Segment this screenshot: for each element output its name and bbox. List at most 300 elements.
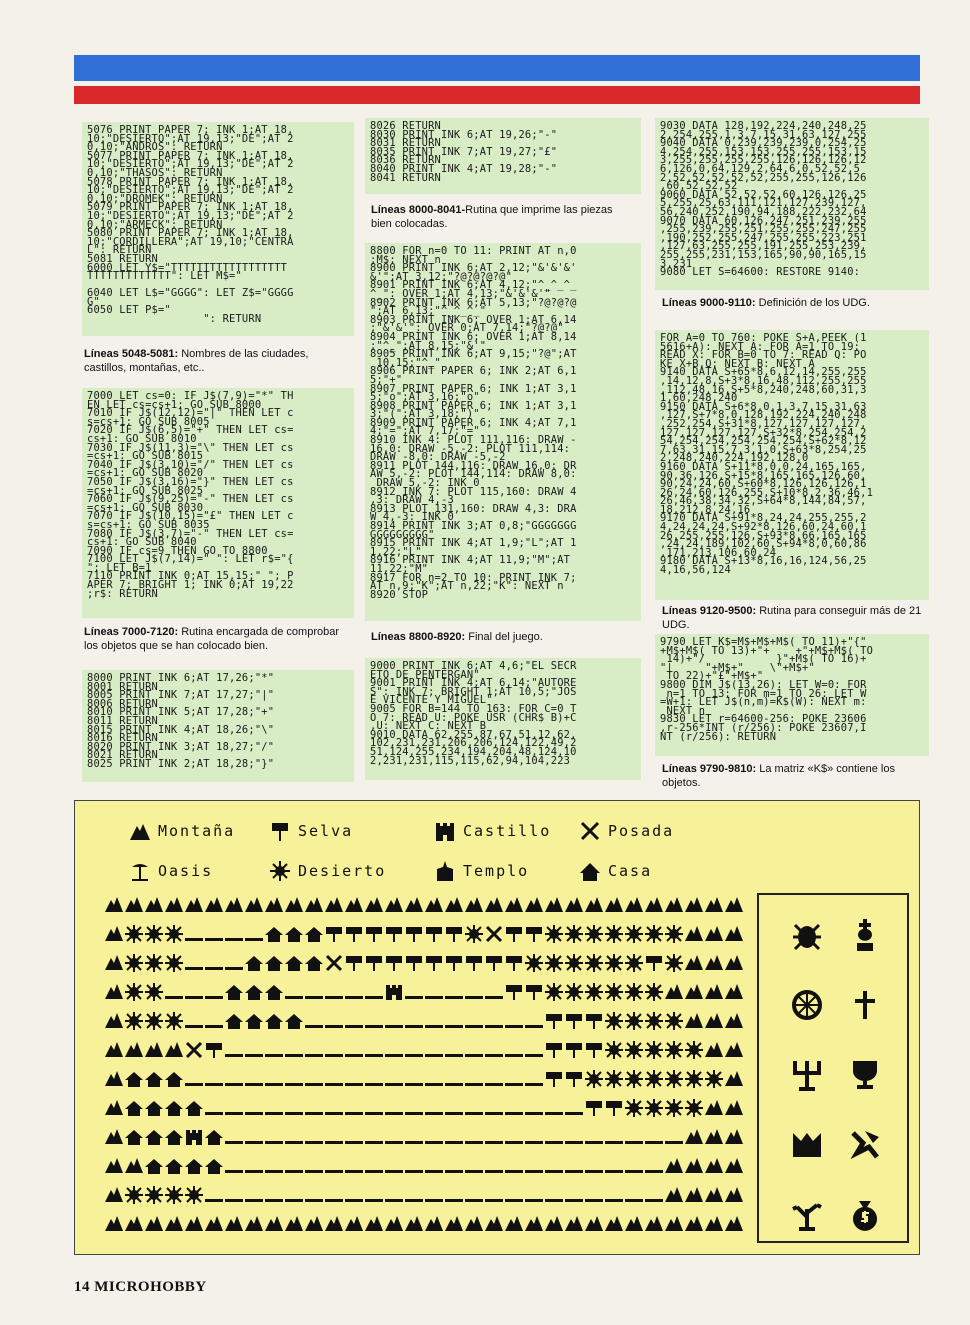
map-tile [366, 927, 382, 942]
map-tile [365, 1054, 383, 1057]
map-tile [525, 1141, 543, 1144]
map-tile [265, 956, 283, 971]
map-tile [265, 1054, 283, 1057]
map-tile [125, 1042, 143, 1057]
map-tile [605, 1070, 623, 1088]
map-tile [725, 1013, 743, 1028]
map-tile [725, 1100, 743, 1115]
caption-9790 [662, 762, 924, 790]
map-tile [405, 1216, 423, 1231]
map-tile [525, 1216, 543, 1231]
map-tile [425, 996, 443, 999]
map-tile [385, 1199, 403, 1202]
caption-9120-text: Rutina para conseguir más de 21 UDG. [662, 605, 922, 631]
map-tile [405, 1112, 423, 1115]
map-tile [345, 1112, 363, 1115]
map-tile [685, 1158, 703, 1173]
map-tile [585, 925, 603, 943]
map-tile [705, 984, 723, 999]
map-tile [685, 1041, 703, 1059]
map-tile [366, 956, 382, 971]
map-tile [125, 1101, 143, 1116]
map-tile [465, 1170, 483, 1173]
map-tile [125, 1130, 143, 1145]
map-tile [725, 955, 743, 970]
map-tile [485, 897, 503, 912]
map-tile [206, 1043, 222, 1058]
map-tile [725, 1158, 743, 1173]
listing-8000: 8000 PRINT INK 6;AT 17,26;"*" 8001 RETURN 8005 PRINT INK 7;AT 17,27;"|" 8006 RETURN 8010 PRINT INK 5;AT 17,28;"+" 8011 RETURN 8015 PRINT INK 4;AT 18,26;"\" 8016 RETURN 8020 PRINT INK 3;AT 18,27;"/" 8021 RETURN 8025 PRINT INK 2;AT 18,28;"}" [82, 670, 354, 782]
map-tile [665, 1141, 683, 1144]
map-tile [685, 955, 703, 970]
map-tile [385, 897, 403, 912]
map-tile [105, 1071, 123, 1086]
map-tile [545, 1199, 563, 1202]
map-tile [485, 1216, 503, 1231]
map-tile [165, 1130, 183, 1145]
map-tile [145, 1159, 163, 1174]
map-tile [105, 984, 123, 999]
map-tile [365, 1141, 383, 1144]
map-tile [285, 1083, 303, 1086]
castle-icon [435, 821, 455, 841]
map-tile [525, 1025, 543, 1028]
map-tile [225, 1199, 243, 1202]
map-tile [125, 1012, 143, 1030]
map-tile [665, 925, 683, 943]
map-tile [625, 1170, 643, 1173]
map-tile [466, 956, 482, 971]
listing-8800: 8800 FOR n=0 TO 11: PRINT AT n,0 ;M$: NEXT n 8900 PRINT INK 6;AT 2,12;"&'&'&' &'";AT 3,12;"?@?@?@?@" 8901 PRINT INK 6;AT 4,12;"^_^_^_ ^_": OVER 1;AT 4,13;"&'&'&'" 8902 PRINT INK 6;AT 5,13;"?@?@?@ ";AT 6,13;"^_^_^_" 8903 PRINT INK 6; OVER 1;AT 6,14 ;"&'&'": OVER 0;AT 7,14;"?@?@" 8904 PRINT INK 6; OVER 1;AT 8,14 ;"^_";AT 8,15;"&'" 8905 PRINT INK 6;AT 9,15;"?@";AT 10,15;"^_" 8906 PRINT PAPER 6; INK 2;AT 6,1 5;"+" 8907 PRINT PAPER 6; INK 1;AT 3,1 5;"o";AT 3,16;"o" 8908 PRINT PAPER 6; INK 1;AT 3,1 3;"(";AT 3,18;")" 8909 PRINT PAPER 6; INK 4;AT 7,1 4;"=";AT 7,17;"=" 8910 INK 4: PLOT 111,116: DRAW - 16,0: DRAW -5,-2: PLOT 111,114: DRAW -8,0: DRAW -5,-2 8911 PLOT 144,116: DRAW 16,0: DR AW 5,-2: PLOT 144,114: DRAW 8,0: DRAW 5,-2: INK 0 8912 INK 7: PLOT 115,160: DRAW 4 ,3: DRAW 4,-3 8913 PLOT 131,160: DRAW 4,3: DRA W 4,-3: INK 0 8914 PRINT INK 3;AT 0,8;"GGGGGGG GGGGGGGGG" 8915 PRINT INK 4;AT 1,9;"L";AT 1 1,22;"L" 8916 PRINT INK 4;AT 11,9;"M";AT 11,22;"M" 8917 FOR n=2 TO 10: PRINT INK 7; AT n,9;"K";AT n,22;"K": NEXT n 8920 STOP [365, 243, 641, 621]
map-tile [585, 1141, 603, 1144]
map-tile [345, 1199, 363, 1202]
map-tile [685, 1187, 703, 1202]
map-tile [145, 925, 163, 943]
map-tile [445, 1083, 463, 1086]
map-tile [425, 1112, 443, 1115]
map-tile [605, 925, 623, 943]
map-tile [425, 1141, 443, 1144]
map-tile [405, 1083, 423, 1086]
map-tile [526, 985, 542, 1000]
map-tile [665, 1187, 683, 1202]
map-tile [445, 1216, 463, 1231]
listing-7000: 7000 LET cs=0: IF J$(7,9)="*" TH EN LET cs=cs+1: GO SUB 8000 7010 IF J$(12,12)="|" THEN LET c s=cs+1: GO SUB 8005 7020 IF J$(6,5)="+" THEN LET cs= cs+1: GO SUB 8010 7030 IF J$(11,3)="\" THEN LET cs =cs+1: GO SUB 8015 7040 IF J$(3,10)="/" THEN LET cs =cs+1: GO SUB 8020 7050 IF J$(3,16)="}" THEN LET cs =cs+1: GO SUB 8025 7060 IF J$(9,25)="-" THEN LET cs =cs+1: GO SUB 8030 7070 IF J$(10,15)="£" THEN LET c s=cs+1: GO SUB 8035 7080 IF J$(3,7)="-" THEN LET cs= cs+1: GO SUB 8040 7090 IF cs=9 THEN GO TO 8800 7100 LET J$(7,14)=" ": LET r$="{ ": LET B=1 7110 PRINT INK 0;AT 15,15;" "; P APER 7; BRIGHT 1; INK 0;AT 19,22 ;r$: RETURN [82, 388, 354, 618]
caption-5048-bold: Líneas 5048-5081: [84, 348, 179, 360]
map-tile [545, 954, 563, 972]
map-tile [565, 1112, 583, 1115]
caption-8000-text: Rutina que imprime las piezas bien colocadas. [371, 204, 613, 230]
map-tile [125, 954, 143, 972]
map-tile [685, 1129, 703, 1144]
legend-montana [130, 821, 235, 841]
map-tile [565, 925, 583, 943]
map-tile [405, 1025, 423, 1028]
map-tile [185, 1186, 203, 1204]
legend-desierto [270, 861, 386, 881]
map-tile [605, 1216, 623, 1231]
map-tile [545, 1112, 563, 1115]
map-tile [265, 1170, 283, 1173]
map-tile [365, 996, 383, 999]
map-tile [386, 985, 402, 1000]
map-tile [565, 1170, 583, 1173]
udg-panel [74, 800, 920, 1255]
map-tile [125, 1158, 143, 1173]
plant-icon [789, 1197, 825, 1233]
map-tile [305, 1054, 323, 1057]
map-tile [285, 1216, 303, 1231]
map-tile [645, 1216, 663, 1231]
map-tile [165, 1159, 183, 1174]
map-tile [145, 1101, 163, 1116]
map-tile [485, 1141, 503, 1144]
map-tile [405, 897, 423, 912]
map-tile [265, 1199, 283, 1202]
map-tile [187, 1043, 201, 1057]
map-tile [365, 1170, 383, 1173]
map-tile [625, 954, 643, 972]
map-tile [646, 956, 662, 971]
map-tile [165, 1042, 183, 1057]
map-tile [585, 1216, 603, 1231]
map-tile [185, 1083, 203, 1086]
map-tile [325, 1199, 343, 1202]
map-tile [665, 954, 683, 972]
map-tile [487, 927, 501, 941]
map-tile [485, 1083, 503, 1086]
map-tile [645, 1141, 663, 1144]
map-tile [346, 927, 362, 942]
map-tile [725, 984, 743, 999]
map-tile [705, 926, 723, 941]
axe-icon [847, 1127, 883, 1163]
map-tile [305, 1025, 323, 1028]
map-tile [185, 1216, 203, 1231]
palm-icon [130, 861, 150, 881]
map-tile [445, 1112, 463, 1115]
map-tile [205, 1216, 223, 1231]
map-tile [225, 1141, 243, 1144]
map-tile [725, 1042, 743, 1057]
map-tile [665, 1070, 683, 1088]
map-tile [285, 1141, 303, 1144]
map-tile [285, 927, 303, 942]
map-tile [486, 956, 502, 971]
map-tile [625, 1041, 643, 1059]
map-tile [325, 1141, 343, 1144]
map-tile [265, 1141, 283, 1144]
map-tile [665, 1099, 683, 1117]
caption-8800 [371, 630, 633, 644]
map-tile [605, 1041, 623, 1059]
caption-5048 [84, 347, 346, 375]
map-tile [385, 1141, 403, 1144]
map-tile [645, 925, 663, 943]
map-tile [186, 1130, 202, 1145]
map-tile [265, 985, 283, 1000]
map-tile [265, 1083, 283, 1086]
page-footer [74, 1279, 207, 1296]
map-tile [465, 925, 483, 943]
house-icon [580, 861, 600, 881]
map-tile [225, 897, 243, 912]
map-tile [325, 1216, 343, 1231]
map-tile [685, 1216, 703, 1231]
header-stripe-blue [74, 55, 920, 81]
map-tile [705, 1216, 723, 1231]
map-tile [465, 1141, 483, 1144]
caption-7000-text: Rutina encargada de comprobar los objetos que se han colocado bien. [84, 626, 339, 652]
map-tile [545, 1216, 563, 1231]
map-tile [325, 1054, 343, 1057]
legend-selva [270, 821, 353, 841]
map-tile [426, 956, 442, 971]
map-tile [465, 1025, 483, 1028]
map-tile [685, 1013, 703, 1028]
map-tile [386, 927, 402, 942]
map-tile [285, 1170, 303, 1173]
map-tile [385, 1083, 403, 1086]
map-tile [525, 1083, 543, 1086]
map-tile [645, 983, 663, 1001]
map-tile [425, 1054, 443, 1057]
legend-oasis [130, 861, 213, 881]
map-tile [245, 1141, 263, 1144]
listing-9100: FOR A=0 TO 760: POKE S+A,PEEK (1 5616+A): NEXT A: FOR A=1 TO 19: READ X: FOR B=0 TO 7: READ Q: PO KE X+B,Q: NEXT B: NEXT A 9140 DATA S+65*8,6,12,14,255,255 ,14,12,8,S+3*8,16,48,112,255,255 ,112,48,16,S+5*8,240,248,60,31,3 1,60,248,240 9150 DATA S+6*8,0,1,3,7,15,31,63 ,127,S+7*8,0,128,192,224,240,248 ,252,254,S+31*8,127,127,127,127, 127,127,127,127,S+32*8,254,254,2 54,254,254,254,254,254,S+62*8,12 7,63,31,15,7,3,1,0,S+63*8,254,25 2,248,240,224,192,128,0 9160 DATA S+11*8,0,0,24,165,165, 90,36,126,S+15*8,165,165,126,60, 90,24,24,60,S+60*8,126,126,126,1 26,24,60,126,255,S+10*8,2,36,46,1 26,46,38,34,32,S+64*8,144,84,57, 18,212,8,24,16 9170 DATA S+91*8,24,24,255,255,2 4,24,24,24,S+92*8,126,60,24,60,1 26,255,255,126,S+93*8,66,165,165 ,24,24,189,102,60,S+94*8,0,60,86 ,171,213,106,60,24 9180 DATA S+13*8,16,16,124,56,25 4,16,56,124 [655, 330, 929, 600]
map-tile [485, 1054, 503, 1057]
map-tile [405, 1054, 423, 1057]
map-tile [345, 1216, 363, 1231]
map-tile [705, 1100, 723, 1115]
map-tile [566, 1043, 582, 1058]
map-tile [625, 1070, 643, 1088]
map-tile [685, 1070, 703, 1088]
map-tile [445, 996, 463, 999]
map-tile [225, 1054, 243, 1057]
map-tile [565, 897, 583, 912]
map-tile [545, 983, 563, 1001]
map-tile [185, 1159, 203, 1174]
map-tile [645, 1170, 663, 1173]
legend-casa-label: Casa [608, 862, 653, 880]
map-tile [545, 1170, 563, 1173]
listing-9000: 9000 PRINT INK 6;AT 4,6;"EL SECR ETO DE PENTERGAN" 9001 PRINT INK 4;AT 6,14;"AUTORE S": INK 7; BRIGHT 1;AT 10,5;"JOS E VICENTE Y MIGUEL" 9005 FOR B=144 TO 163: FOR C=0 T O 7: READ U: POKE USR (CHR$ B)+C ,U: NEXT C: NEXT B 9010 DATA 62,255,87,67,51,12,62, 102,231,231,206,206,124,122,49,2 51,124,255,234,194,204,48,124,10 2,231,231,115,115,62,94,104,223 [365, 658, 641, 780]
map-tile [586, 1014, 602, 1029]
map-tile [185, 938, 203, 941]
map-tile [265, 1014, 283, 1029]
map-tile [406, 927, 422, 942]
caption-9000-bold: Líneas 9000-9110: [662, 297, 756, 309]
bug-icon [789, 917, 825, 953]
map-tile [546, 1043, 562, 1058]
map-tile [386, 956, 402, 971]
map-tile [545, 925, 563, 943]
map-tile [565, 1141, 583, 1144]
map-tile [405, 1141, 423, 1144]
map-tile [205, 938, 223, 941]
map-tile [245, 1216, 263, 1231]
legend-posada [580, 821, 674, 841]
map-tile [505, 1170, 523, 1173]
map-tile [506, 927, 522, 942]
caption-9790-bold: Líneas 9790-9810: [662, 763, 757, 775]
map-tile [525, 1199, 543, 1202]
map-tile [685, 897, 703, 912]
map-tile [105, 1042, 123, 1057]
listing-9030: 9030 DATA 128,192,224,240,248,25 2,254,255,1,3,7,15,31,63,127,255 9040 DATA 0,239,239,239,0,254,25 4,254,255,153,153,255,255,153,15 3,255,255,255,255,126,126,126,12 6,126,0,64,129,2,64,6,0,52,52,5 2,52,52,52,52,52,255,255,126,126 ,60,52,52,52 9060 DATA 52,52,52,60,126,126,25 5,255,25,63,111,121,127,239,127, 56,240,252,190,94,188,222,232,64 9070 DATA 60,126,247,251,239,255 ,255,239,255,251,255,255,247,255 ,190,252,255,247,255,255,223,251 ,127,63,255,255,191,255,253,239, 255,255,231,153,165,90,90,165,15 3,231 9080 LET S=64600: RESTORE 9140: [655, 118, 929, 290]
map-tile [665, 1041, 683, 1059]
map-tile [605, 954, 623, 972]
map-tile [505, 1141, 523, 1144]
legend-castillo [435, 821, 551, 841]
caption-9120 [662, 604, 924, 632]
map-tile [445, 1141, 463, 1144]
map-tile [145, 983, 163, 1001]
map-tile [405, 1170, 423, 1173]
map-tile [505, 897, 523, 912]
map-tile [185, 996, 203, 999]
map-tile [725, 1071, 743, 1086]
cutlery-icon [580, 821, 600, 841]
map-tile [385, 1170, 403, 1173]
caption-5048-text: Nombres de las ciudades, castillos, montañas, etc.. [84, 348, 309, 374]
map-tile [125, 925, 143, 943]
map-tile [305, 1199, 323, 1202]
map-tile [625, 1099, 643, 1117]
caption-8000 [371, 203, 633, 231]
map-tile [165, 1216, 183, 1231]
map-tile [225, 1014, 243, 1029]
map-tile [506, 956, 522, 971]
map-tile [105, 1129, 123, 1144]
map-tile [185, 897, 203, 912]
map-tile [725, 926, 743, 941]
map-tile [445, 1054, 463, 1057]
map-tile [205, 967, 223, 970]
map-tile [125, 1186, 143, 1204]
map-tile [265, 1216, 283, 1231]
map-tile [285, 1014, 303, 1029]
map-tile [165, 897, 183, 912]
map-tile [225, 1083, 243, 1086]
map-tile [105, 1013, 123, 1028]
map-tile [145, 1042, 163, 1057]
cross-icon [847, 987, 883, 1023]
map-tile [485, 1025, 503, 1028]
map-tile [445, 1170, 463, 1173]
map-tile [345, 1141, 363, 1144]
map-tile [305, 927, 323, 942]
map-tile [185, 1025, 203, 1028]
map-tile [425, 1170, 443, 1173]
map-tile [685, 984, 703, 999]
map-tile [345, 897, 363, 912]
map-tile [645, 1070, 663, 1088]
map-tile [365, 1025, 383, 1028]
map-tile [305, 1083, 323, 1086]
map-tile [385, 1025, 403, 1028]
map-tile [285, 1112, 303, 1115]
map-tile [505, 1054, 523, 1057]
map-tile [485, 1170, 503, 1173]
map-tile [465, 1199, 483, 1202]
map-tile [245, 985, 263, 1000]
map-tile [365, 1112, 383, 1115]
map-tile [465, 996, 483, 999]
map-tile [285, 956, 303, 971]
mountain-icon [130, 821, 150, 841]
map-tile [625, 925, 643, 943]
temple-icon [435, 861, 455, 881]
page-number: 14 [74, 1279, 90, 1295]
caption-8000-bold: Líneas 8000-8041- [371, 204, 466, 216]
map-tile [165, 1012, 183, 1030]
map-tile [525, 1112, 543, 1115]
map-tile [585, 1199, 603, 1202]
map-tile [205, 1199, 223, 1202]
map-tile [145, 1012, 163, 1030]
map-tile [385, 1216, 403, 1231]
map-tile [105, 926, 123, 941]
map-tile [645, 1199, 663, 1202]
map-tile [125, 1216, 143, 1231]
header-stripe-red [74, 86, 920, 104]
map-tile [406, 956, 422, 971]
map-tile [225, 967, 243, 970]
map-tile [346, 956, 362, 971]
map-tile [325, 897, 343, 912]
map-tile [465, 1216, 483, 1231]
map-tile [405, 996, 423, 999]
map-tile [445, 897, 463, 912]
caption-9000-text: Definición de los UDG. [755, 297, 870, 309]
map-tile [125, 897, 143, 912]
candelabra-icon [789, 1057, 825, 1093]
map-tile [545, 1141, 563, 1144]
map-tile [665, 1012, 683, 1030]
map-tile [645, 897, 663, 912]
caption-9120-bold: Líneas 9120-9500: [662, 605, 757, 617]
map-tile [445, 1025, 463, 1028]
map-tile [185, 1101, 203, 1116]
map-tile [145, 1216, 163, 1231]
map-tile [345, 1025, 363, 1028]
map-tile [625, 1141, 643, 1144]
legend-montana-label: Montaña [158, 822, 236, 840]
map-tile [546, 1072, 562, 1087]
map-tile [245, 1170, 263, 1173]
caption-8800-bold: Líneas 8800-8920: [371, 631, 466, 643]
map-tile [465, 1112, 483, 1115]
map-tile [325, 1083, 343, 1086]
map-tile [505, 1199, 523, 1202]
map-tile [205, 1083, 223, 1086]
map-tile [605, 1012, 623, 1030]
map-tile [705, 955, 723, 970]
map-tile [425, 1216, 443, 1231]
map-tile [605, 983, 623, 1001]
map-tile [405, 1199, 423, 1202]
map-tile [425, 1025, 443, 1028]
map-tile [345, 1054, 363, 1057]
map-tile [105, 955, 123, 970]
caption-9790-text: La matriz «K$» contiene los objetos. [662, 763, 895, 789]
map-tile [165, 996, 183, 999]
objects-box [757, 893, 909, 1243]
map-tile [285, 1054, 303, 1057]
map-tile [205, 1025, 223, 1028]
